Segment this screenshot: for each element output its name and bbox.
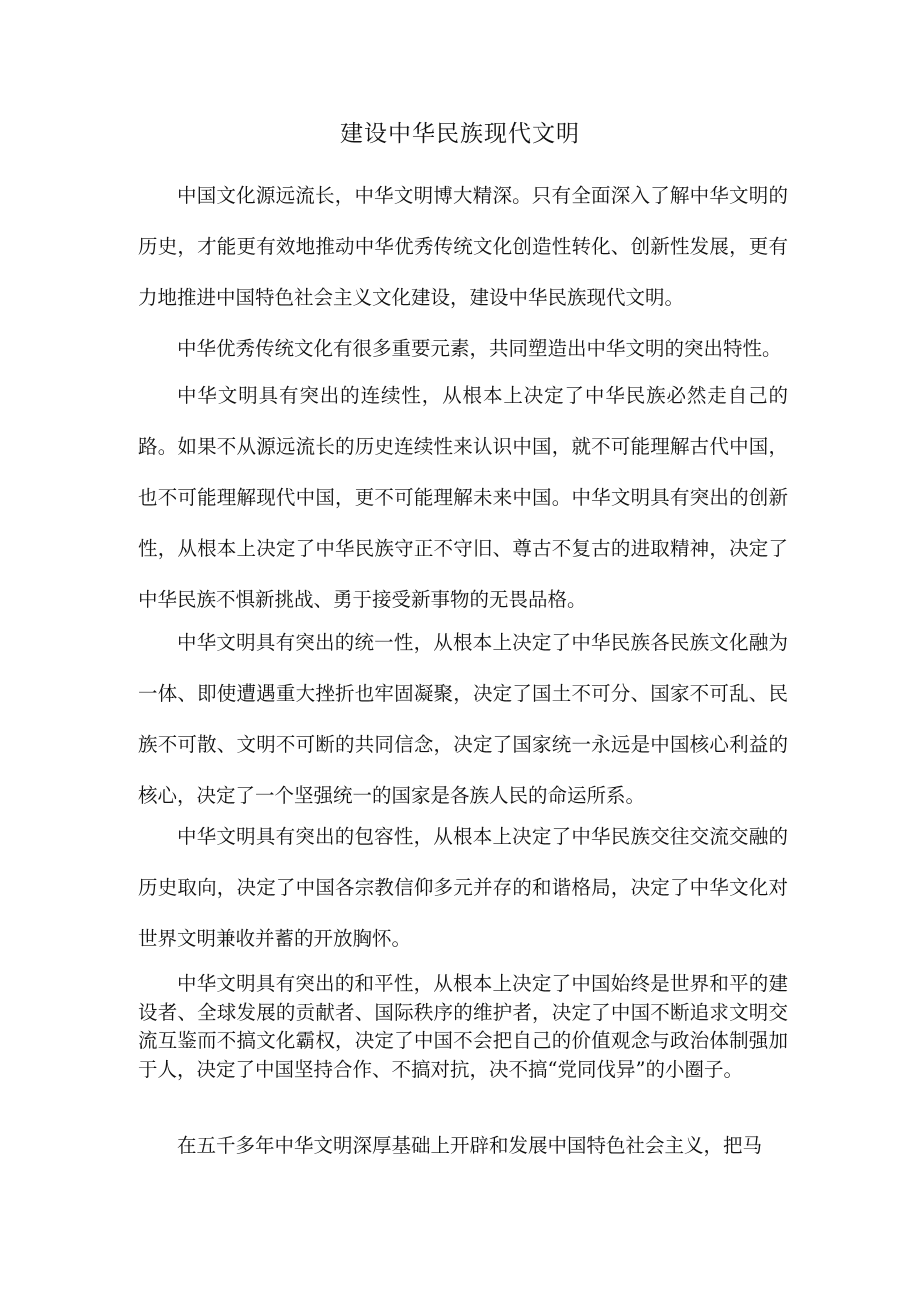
paragraph-4: 中华文明具有突出的统一性，从根本上决定了中华民族各民族文化融为一体、即使遭遇重大挫折也牢固凝聚，决定了国土不可分、国家不可乱、民族不可散、文明不可断的共同信念，决定了国家统一永远是中国核心利益的核心，决定了一个坚强统一的国家是各族人民的命运所系。 — [138, 631, 788, 807]
paragraph-3: 中华文明具有突出的连续性，从根本上决定了中华民族必然走自己的路。如果不从源远流长的历史连续性来认识中国，就不可能理解古代中国，也不可能理解现代中国，更不可能理解未来中国。中华文明具有突出的创新性，从根本上决定了中华民族守正不守旧、尊古不复古的进取精神，决定了中华民族不惧新挑战、勇于接受新事物的无畏品格。 — [138, 384, 788, 611]
paragraph-5: 中华文明具有突出的包容性，从根本上决定了中华民族交往交流交融的历史取向，决定了中国各宗教信仰多元并存的和谐格局，决定了中华文化对世界文明兼收并蓄的开放胸怀。 — [138, 825, 788, 950]
paragraph-2: 中华优秀传统文化有很多重要元素，共同塑造出中华文明的突出特性。 — [177, 337, 782, 360]
paragraph-6: 中华文明具有突出的和平性，从根本上决定了中国始终是世界和平的建设者、全球发展的贡献者、国际秩序的维护者，决定了中国不断追求文明交流互鉴而不搞文化霸权，决定了中国不会把自己的价值观念与政治体制强加于人，决定了中国坚持合作、不搞对抗，决不搞“党同伐异”的小圈子。 — [138, 972, 788, 1081]
paragraph-1: 中国文化源远流长，中华文明博大精深。只有全面深入了解中华文明的历史，才能更有效地推动中华优秀传统文化创造性转化、创新性发展，更有力地推进中国特色社会主义文化建设，建设中华民族现代文明。 — [138, 184, 788, 309]
document-title: 建设中华民族现代文明 — [340, 121, 580, 147]
paragraph-7: 在五千多年中华文明深厚基础上开辟和发展中国特色社会主义，把马 — [177, 1134, 763, 1157]
